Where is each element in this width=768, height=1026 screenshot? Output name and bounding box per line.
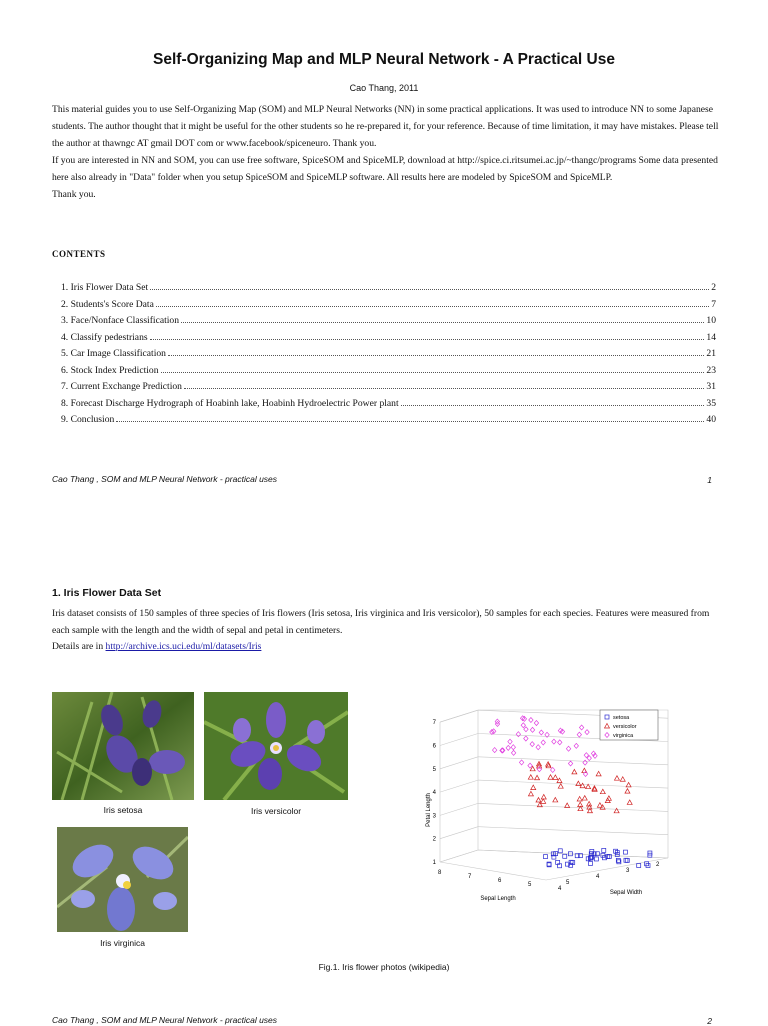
toc-label: 3. Face/Nonface Classification xyxy=(61,315,180,326)
z-tick-label: 6 xyxy=(432,743,436,750)
toc-entry[interactable] xyxy=(61,282,716,299)
versicolor-point xyxy=(576,781,581,786)
y-axis-label: Sepal Width xyxy=(609,890,643,896)
toc-leader xyxy=(168,355,704,356)
versicolor-point xyxy=(558,784,563,789)
versicolor-point xyxy=(572,769,577,774)
scatter-plot-canvas xyxy=(418,700,690,910)
y-tick-label: 2 xyxy=(656,862,660,868)
footer-page-number: 2 xyxy=(707,1016,712,1026)
virginica-point xyxy=(508,739,512,744)
versicolor-point xyxy=(627,800,632,805)
versicolor-point xyxy=(553,797,558,802)
x-tick-label: 4 xyxy=(558,886,562,892)
virginica-point xyxy=(568,761,572,766)
toc-page: 31 xyxy=(706,381,716,392)
intro-paragraph-2: If you are interested in NN and SOM, you can use free software, SpiceSOM and SpiceMLP, download at http://spice.ci.ritsumei.ac.jp/~thangc/programs Some data presented here also already in "Data" folder when you setup SpiceSOM and SpiceMLP software. All results here are modeled by SpiceSOM and SpiceMLP. xyxy=(52,155,718,183)
virginica-point xyxy=(516,732,520,737)
setosa-point xyxy=(543,855,547,859)
setosa-point xyxy=(602,848,606,852)
versicolor-point xyxy=(596,771,601,776)
toc-entry[interactable] xyxy=(61,365,716,382)
virginica-point xyxy=(529,718,533,723)
document-title: Self-Organizing Map and MLP Neural Network - A Practical Use xyxy=(153,51,615,68)
versicolor-point xyxy=(597,803,602,808)
versicolor-point xyxy=(577,796,582,801)
gridline xyxy=(440,850,478,862)
virginica-point xyxy=(551,767,555,772)
z-tick-label: 7 xyxy=(432,720,436,727)
virginica-point xyxy=(530,742,534,747)
toc-leader xyxy=(401,405,705,406)
virginica-point xyxy=(541,740,545,745)
z-tick-label: 5 xyxy=(432,766,436,773)
gridline xyxy=(440,757,478,769)
legend-label: setosa xyxy=(613,715,630,721)
virginica-point xyxy=(534,721,538,726)
toc-page: 40 xyxy=(706,414,716,425)
toc-label: 4. Classify pedestrians xyxy=(61,331,148,343)
x-tick-label: 7 xyxy=(468,874,472,880)
intro-paragraph-3: Thank you. xyxy=(52,189,96,200)
figure-caption: Fig.1. Iris flower photos (wikipedia) xyxy=(318,962,450,972)
virginica-point xyxy=(558,740,562,745)
toc-label: 6. Stock Index Prediction xyxy=(61,364,159,376)
toc-leader xyxy=(184,388,704,389)
iris-setosa-photo xyxy=(52,692,194,800)
setosa-point xyxy=(623,850,627,854)
virginica-point xyxy=(537,767,541,772)
toc-entry[interactable] xyxy=(61,414,716,431)
x-tick-label: 6 xyxy=(498,878,502,884)
virginica-point xyxy=(536,745,540,750)
virginica-point xyxy=(577,732,581,737)
versicolor-point xyxy=(528,775,533,780)
iris-3d-scatter-plot xyxy=(418,700,690,910)
y-tick-label: 5 xyxy=(566,880,570,886)
toc-label: 2. Students's Score Data xyxy=(61,298,154,310)
details-prefix: Details are in xyxy=(52,641,106,652)
versicolor-point xyxy=(620,777,625,782)
setosa-point xyxy=(607,854,611,858)
virginica-point xyxy=(539,730,543,735)
footer-text: Cao Thang , SOM and MLP Neural Network - practical uses xyxy=(52,1015,278,1025)
section-paragraph: Iris dataset consists of 150 samples of three species of Iris flowers (Iris setosa, Iris virginica and Iris versicolor), 50 samples for each species. Features were measured from each sample with the length and the width of sepal and petal in centimeters. xyxy=(52,608,710,636)
plot-legend xyxy=(600,710,658,740)
setosa-point xyxy=(594,857,598,861)
z-tick-label: 1 xyxy=(432,860,436,866)
setosa-point xyxy=(624,858,628,862)
gridline xyxy=(440,803,478,815)
toc-page: 14 xyxy=(706,331,716,343)
iris-versicolor-photo xyxy=(204,692,348,800)
x-tick-label: 5 xyxy=(528,882,532,888)
gridline xyxy=(478,803,668,811)
intro-paragraph-1: This material guides you to use Self-Organizing Map (SOM) and MLP Neural Networks (NN) in some practical applications. It was used to introduce NN to some Japanese students. The author thought that it might be useful for the other students so he re-prepared it, for your reference. Because of time limitation, it may have mistakes. Please tell the author at thawngc AT gmail DOT com or www.facebook/spiceneuro. Thank you. xyxy=(52,104,719,149)
gridline xyxy=(440,734,478,746)
toc-page: 21 xyxy=(706,348,716,359)
virginica-point xyxy=(530,727,534,732)
setosa-point xyxy=(588,861,592,865)
author-line: Cao Thang, 2011 xyxy=(349,83,419,93)
gridline xyxy=(478,850,668,858)
toc-label: 1. Iris Flower Data Set xyxy=(61,282,149,293)
toc-leader xyxy=(150,339,705,340)
versicolor-point xyxy=(614,776,619,781)
setosa-point xyxy=(637,863,641,867)
y-tick-label: 3 xyxy=(626,868,630,874)
gridline xyxy=(440,710,478,722)
setosa-point xyxy=(563,854,567,858)
toc-leader xyxy=(161,372,705,373)
versicolor-point xyxy=(535,775,540,780)
toc-label: 7. Current Exchange Prediction xyxy=(61,381,182,392)
section-text xyxy=(52,606,720,656)
gridline xyxy=(478,827,668,835)
virginica-point xyxy=(524,727,528,732)
photo-caption: Iris setosa xyxy=(103,805,143,815)
x-tick-label: 8 xyxy=(438,870,442,876)
toc-leader xyxy=(116,421,704,422)
toc-leader xyxy=(181,322,704,323)
versicolor-point xyxy=(582,796,587,801)
z-axis-label: Petal Length xyxy=(426,793,432,827)
x-axis-label: Sepal Length xyxy=(480,896,516,902)
contents-heading: CONTENTS xyxy=(52,249,106,259)
toc-label: 5. Car Image Classification xyxy=(61,348,166,359)
photo-caption: Iris virginica xyxy=(100,938,145,948)
versicolor-point xyxy=(541,794,546,799)
gridline xyxy=(440,780,478,792)
versicolor-point xyxy=(548,775,553,780)
toc-entry[interactable] xyxy=(61,381,716,398)
virginica-point xyxy=(519,760,523,765)
photo-caption: Iris versicolor xyxy=(250,806,302,816)
intro-text xyxy=(52,101,720,203)
toc-page: 7 xyxy=(711,298,716,310)
versicolor-point xyxy=(553,775,558,780)
footer-text: Cao Thang , SOM and MLP Neural Network - practical uses xyxy=(52,474,278,484)
z-tick-label: 2 xyxy=(432,836,436,843)
versicolor-point xyxy=(541,799,546,804)
section-title: 1. Iris Flower Data Set xyxy=(52,587,162,599)
setosa-point xyxy=(558,849,562,853)
virginica-point xyxy=(524,736,528,741)
dataset-link[interactable]: http://archive.ics.uci.edu/ml/datasets/Iris xyxy=(105,641,262,652)
iris-virginica-photo xyxy=(57,827,188,932)
toc-entry[interactable] xyxy=(61,299,716,316)
setosa-point xyxy=(625,858,629,862)
y-tick-label: 4 xyxy=(596,874,600,880)
toc-entry[interactable] xyxy=(61,315,716,332)
virginica-point xyxy=(579,725,583,730)
legend-label: virginica xyxy=(613,733,634,739)
table-of-contents xyxy=(61,282,716,431)
versicolor-point xyxy=(528,791,533,796)
virginica-point xyxy=(492,748,496,753)
virginica-point xyxy=(528,763,532,768)
page-footer xyxy=(52,474,712,484)
virginica-point xyxy=(574,743,578,748)
toc-page: 10 xyxy=(706,315,716,326)
versicolor-point xyxy=(531,785,536,790)
footer-page-number: 1 xyxy=(707,475,712,485)
z-tick-label: 3 xyxy=(432,813,436,820)
toc-label: 9. Conclusion xyxy=(61,414,115,425)
toc-entry[interactable] xyxy=(61,348,716,365)
virginica-point xyxy=(583,760,587,765)
gridline xyxy=(478,780,668,788)
versicolor-point xyxy=(536,798,541,803)
toc-entry[interactable] xyxy=(61,398,716,415)
virginica-point xyxy=(521,723,525,728)
versicolor-point xyxy=(600,789,605,794)
toc-page: 35 xyxy=(706,397,716,409)
virginica-point xyxy=(585,730,589,735)
details-line xyxy=(52,639,720,656)
virginica-point xyxy=(511,745,515,750)
virginica-point xyxy=(506,745,510,750)
toc-entry[interactable] xyxy=(61,332,716,349)
virginica-point xyxy=(511,750,515,755)
toc-page: 2 xyxy=(711,282,716,293)
toc-leader xyxy=(156,306,709,307)
toc-label: 8. Forecast Discharge Hydrograph of Hoabinh lake, Hoabinh Hydroelectric Power plant xyxy=(61,397,399,409)
gridline xyxy=(440,827,478,839)
virginica-point xyxy=(583,772,587,777)
legend-label: versicolor xyxy=(613,724,637,730)
virginica-point xyxy=(552,739,556,744)
toc-leader xyxy=(150,289,709,290)
z-tick-label: 4 xyxy=(432,790,436,797)
versicolor-point xyxy=(625,789,630,794)
virginica-point xyxy=(566,746,570,751)
toc-page: 23 xyxy=(706,364,716,376)
